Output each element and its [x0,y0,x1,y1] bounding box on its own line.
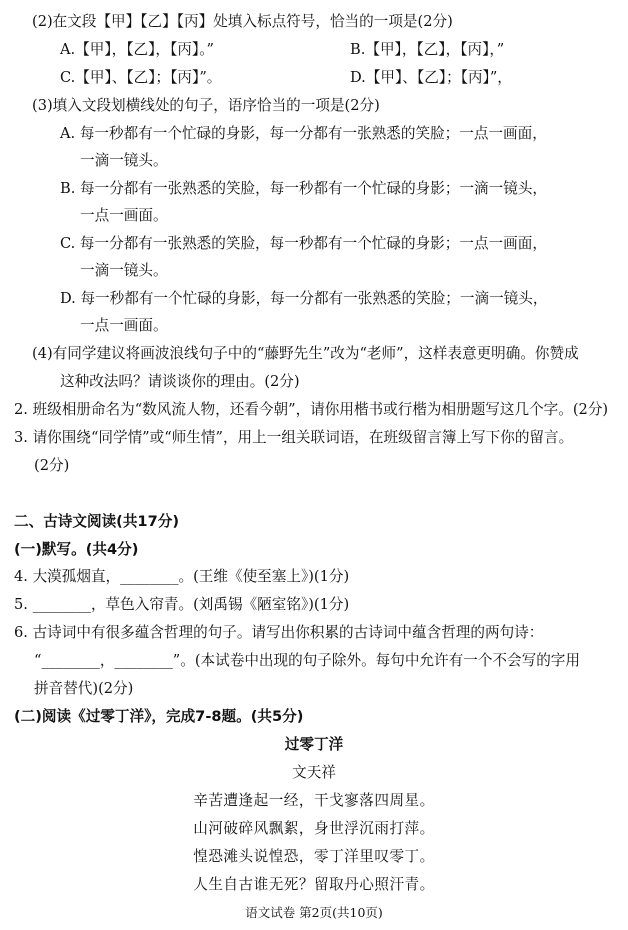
q2-option-c: C.【甲】、【乙】；【丙】”。 [60,69,222,86]
page-footer: 语文试卷 第2页(共10页) [245,905,383,920]
poem-line: 人生自古谁无死？留取丹心照汗青。 [193,876,435,893]
section-2-q4: 4. 大漠孤烟直，________。(王维《使至塞上》)(1分) [14,568,350,585]
item-2: 2. 班级相册命名为“数风流人物，还看今朝”，请你用楷书或行楷为相册题写这几个字。(2分) [14,401,609,418]
poem-line: 惶恐滩头说惶恐，零丁洋里叹零丁。 [193,848,435,865]
q3-option-d-line2: 一点一画面。 [80,317,168,334]
section-2-title: 二、古诗文阅读(共17分) [14,513,179,530]
q3-option-c-line2: 一滴一镜头。 [80,262,168,279]
q3-option-d-line1: D. 每一秒都有一个忙碌的身影，每一分都有一张熟悉的笑脸；一滴一镜头， [60,290,548,307]
q3-option-b-line2: 一点一画面。 [80,207,168,224]
section-2-part1: (一)默写。(共4分) [14,541,139,558]
poem-author: 文天祥 [292,764,336,781]
q4-line1: (4)有同学建议将画波浪线句子中的“藤野先生”改为“老师”，这样表意更明确。你赞成 [32,345,579,362]
poem-title: 过零丁洋 [284,736,344,753]
item-3-line2: (2分) [34,457,70,474]
q3-option-b-line1: B. 每一分都有一张熟悉的笑脸，每一秒都有一个忙碌的身影；一滴一镜头， [60,180,548,197]
q2-option-d: D.【甲】、【乙】；【丙】”， [350,69,512,86]
section-2-part2: (二)阅读《过零丁洋》，完成7-8题。(共5分) [14,708,304,725]
q3-option-c-line1: C. 每一分都有一张熟悉的笑脸，每一秒都有一个忙碌的身影；一点一画面， [60,235,547,252]
q3-option-a-line1: A. 每一秒都有一个忙碌的身影，每一分都有一张熟悉的笑脸；一点一画面， [60,125,547,142]
q2-option-b: B.【甲】，【乙】，【丙】，” [350,41,505,58]
q3-option-a-line2: 一滴一镜头。 [80,152,168,169]
poem-line: 辛苦遭逢起一经，干戈寥落四周星。 [193,792,435,809]
section-2-q5: 5. ________，草色入帘青。(刘禹锡《陋室铭》)(1分) [14,596,350,613]
section-2-q6-line1: 6. 古诗词中有很多蕴含哲理的句子。请写出你积累的古诗词中蕴含哲理的两句诗： [14,624,544,641]
section-2-q6-line2: “________，________”。(本试卷中出现的句子除外。每句中允许有一个不会写的字用 [34,652,580,669]
q2-option-a: A.【甲】，【乙】，【丙】。” [60,41,214,58]
item-3-line1: 3. 请你围绕“同学情”或“师生情”，用上一组关联词语，在班级留言簿上写下你的留言。 [14,429,574,446]
poem-line: 山河破碎风飘絮，身世浮沉雨打萍。 [193,820,435,837]
q3-stem: (3)填入文段划横线处的句子，语序恰当的一项是(2分) [32,97,380,114]
q4-line2: 这种改法吗？请谈谈你的理由。(2分) [60,373,300,390]
section-2-q6-line3: 拼音替代)(2分) [34,680,134,697]
q2-stem: (2)在文段【甲】【乙】【丙】处填入标点符号，恰当的一项是(2分) [32,13,453,30]
